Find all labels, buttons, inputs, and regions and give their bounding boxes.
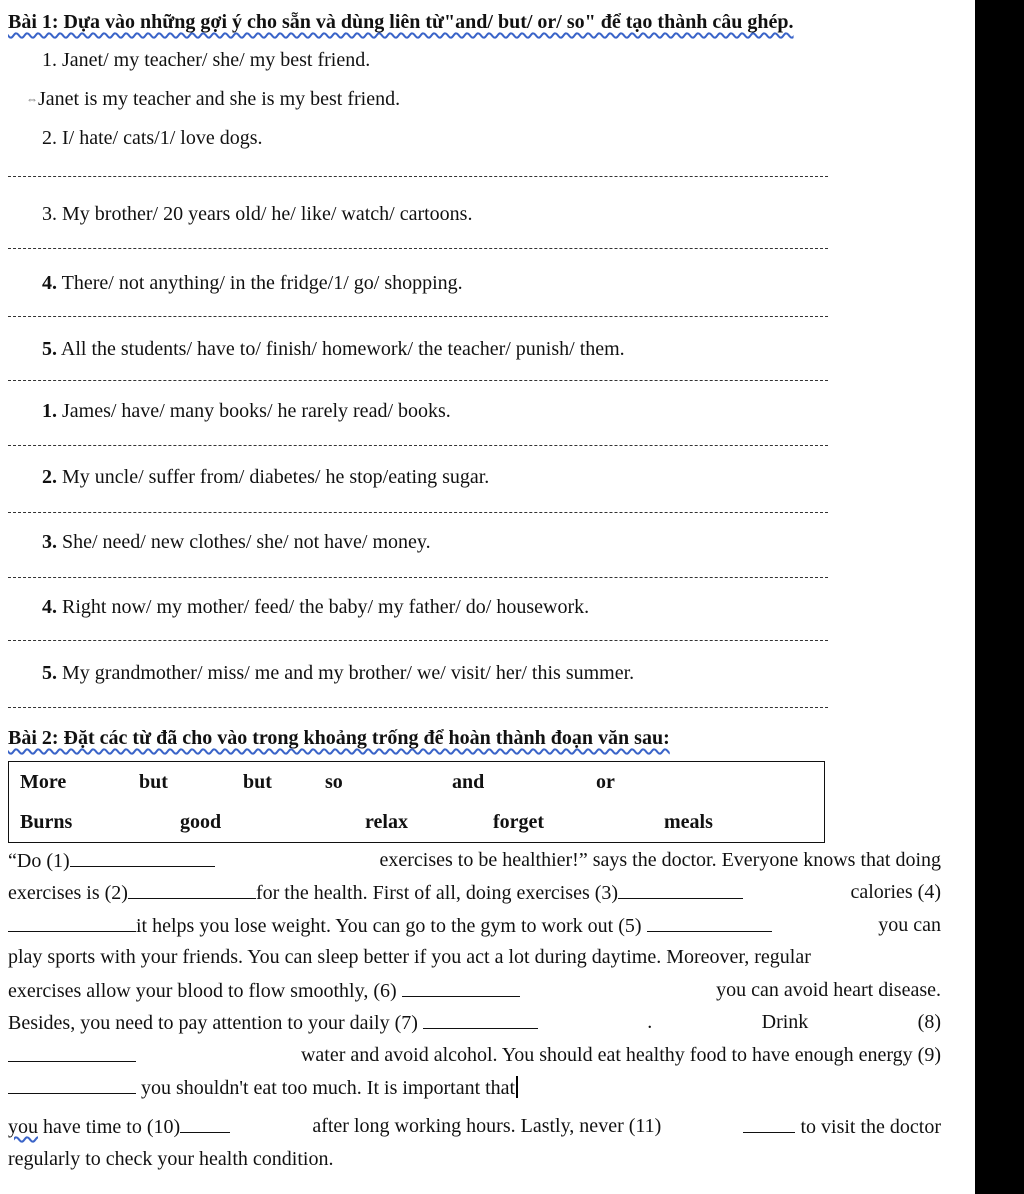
passage-text: you can avoid heart disease. bbox=[716, 979, 941, 1001]
word-bank-item: so bbox=[325, 771, 343, 793]
question-5 bbox=[42, 337, 625, 361]
answer-line-r3[interactable] bbox=[8, 577, 828, 578]
blank-2[interactable] bbox=[128, 880, 256, 899]
question-number: 5. bbox=[42, 338, 57, 360]
answer-line-r4[interactable] bbox=[8, 640, 828, 641]
passage-text: water and avoid alcohol. You should eat healthy food to have enough energy (9) bbox=[300, 1044, 941, 1066]
word-bank-item: Burns bbox=[20, 811, 73, 833]
question-text: There/ not anything/ in the fridge/1/ go/ shopping. bbox=[61, 272, 463, 294]
question-text: James/ have/ many books/ he rarely read/ books. bbox=[62, 400, 451, 422]
word-bank-item: or bbox=[596, 771, 615, 793]
question-r5 bbox=[42, 661, 634, 685]
passage-line-5 bbox=[8, 978, 941, 1003]
question-number: 2. bbox=[42, 466, 57, 488]
question-number: 4. bbox=[42, 272, 57, 294]
question-text: My uncle/ suffer from/ diabetes/ he stop/eating sugar. bbox=[62, 466, 490, 488]
question-r1 bbox=[42, 399, 451, 423]
passage-text: Besides, you need to pay attention to your daily (7) bbox=[8, 1012, 418, 1034]
answer-line-r5[interactable] bbox=[8, 707, 828, 708]
passage-text: for the health. First of all, doing exercises (3) bbox=[255, 882, 619, 904]
answer-line-q3[interactable] bbox=[8, 248, 828, 249]
answer-line-q2[interactable] bbox=[8, 176, 828, 177]
passage-text: have time to (10) bbox=[43, 1116, 181, 1138]
blank-6[interactable] bbox=[402, 978, 520, 997]
answer-line-r1[interactable] bbox=[8, 445, 828, 446]
question-number: 3. bbox=[42, 531, 57, 553]
passage-text: you can bbox=[878, 914, 941, 936]
passage-text: to visit the doctor bbox=[800, 1116, 941, 1138]
passage-text: “Do (1) bbox=[8, 850, 70, 872]
passage-line-10: regularly to check your health condition. bbox=[8, 1148, 334, 1170]
passage-text: (8) bbox=[917, 1011, 941, 1033]
word-bank-item: but bbox=[139, 771, 168, 793]
example-answer bbox=[26, 87, 400, 111]
question-1: 1. Janet/ my teacher/ she/ my best friend. bbox=[42, 49, 371, 71]
answer-line-q5[interactable] bbox=[8, 380, 828, 381]
passage-line-2 bbox=[8, 880, 941, 905]
question-text: All the students/ have to/ finish/ homework/ the teacher/ punish/ them. bbox=[60, 338, 625, 360]
question-text: She/ need/ new clothes/ she/ not have/ money. bbox=[62, 531, 431, 553]
blank-7[interactable] bbox=[423, 1010, 538, 1029]
passage-text: exercises allow your blood to flow smoothly, (6) bbox=[8, 980, 397, 1002]
passage-text: . bbox=[647, 1011, 653, 1033]
passage-text: it helps you lose weight. You can go to the gym to work out (5) bbox=[136, 915, 642, 937]
passage-text: calories (4) bbox=[850, 881, 941, 903]
blank-3[interactable] bbox=[618, 880, 743, 899]
question-number: 5. bbox=[42, 662, 57, 684]
equivalence-arrow-icon: ⇔ bbox=[26, 92, 38, 106]
passage-text: you bbox=[8, 1116, 38, 1138]
passage-text: exercises is (2) bbox=[8, 882, 128, 904]
answer-line-r2[interactable] bbox=[8, 512, 828, 513]
question-text: My grandmother/ miss/ me and my brother/ we/ visit/ her/ this summer. bbox=[62, 662, 635, 684]
answer-line-q4[interactable] bbox=[8, 316, 828, 317]
word-bank-item: good bbox=[180, 811, 222, 833]
question-number: 4. bbox=[42, 596, 57, 618]
blank-11[interactable] bbox=[743, 1114, 795, 1133]
example-sentence: Janet is my teacher and she is my best friend. bbox=[38, 88, 401, 110]
word-bank-item: forget bbox=[493, 811, 545, 833]
passage-text: exercises to be healthier!” says the doctor. Everyone knows that doing bbox=[379, 849, 941, 871]
blank-8[interactable] bbox=[8, 1043, 136, 1062]
passage-line-8 bbox=[8, 1075, 518, 1100]
word-bank-item: meals bbox=[664, 811, 713, 833]
exercise-2-title: Bài 2: Đặt các từ đã cho vào trong khoảng trống để hoàn thành đoạn văn sau: bbox=[8, 727, 670, 749]
blank-1[interactable] bbox=[70, 848, 215, 867]
question-2: 2. I/ hate/ cats/1/ love dogs. bbox=[42, 127, 263, 149]
passage-line-6 bbox=[8, 1010, 941, 1035]
question-text: Right now/ my mother/ feed/ the baby/ my father/ do/ housework. bbox=[62, 596, 590, 618]
question-r3 bbox=[42, 530, 431, 554]
passage-line-4: play sports with your friends. You can sleep better if you act a lot during daytime. Moreover, regular bbox=[8, 946, 811, 968]
blank-10[interactable] bbox=[180, 1114, 230, 1133]
question-4 bbox=[42, 271, 463, 295]
question-r2 bbox=[42, 465, 489, 489]
blank-4[interactable] bbox=[8, 913, 136, 932]
passage-text: you shouldn't eat too much. It is important that bbox=[141, 1077, 516, 1099]
question-number: 1. bbox=[42, 400, 57, 422]
blank-5[interactable] bbox=[647, 913, 772, 932]
word-bank-item: More bbox=[20, 771, 67, 793]
question-r4 bbox=[42, 595, 589, 619]
passage-text: after long working hours. Lastly, never (11) bbox=[312, 1115, 662, 1137]
passage-line-3 bbox=[8, 913, 941, 938]
text-cursor bbox=[516, 1076, 518, 1098]
word-bank-item: relax bbox=[365, 811, 408, 833]
passage-text: Drink bbox=[761, 1011, 809, 1033]
word-bank-item: but bbox=[243, 771, 272, 793]
question-3: 3. My brother/ 20 years old/ he/ like/ watch/ cartoons. bbox=[42, 203, 473, 225]
word-bank-box bbox=[8, 761, 825, 843]
passage-line-1 bbox=[8, 848, 941, 873]
blank-9[interactable] bbox=[8, 1075, 136, 1094]
exercise-1-title: Bài 1: Dựa vào những gợi ý cho sẵn và dùng liên từ"and/ but/ or/ so" để tạo thành câu ghép. bbox=[8, 11, 794, 33]
word-bank-item: and bbox=[452, 771, 485, 793]
passage-line-9 bbox=[8, 1114, 941, 1139]
passage-line-7 bbox=[8, 1043, 941, 1067]
